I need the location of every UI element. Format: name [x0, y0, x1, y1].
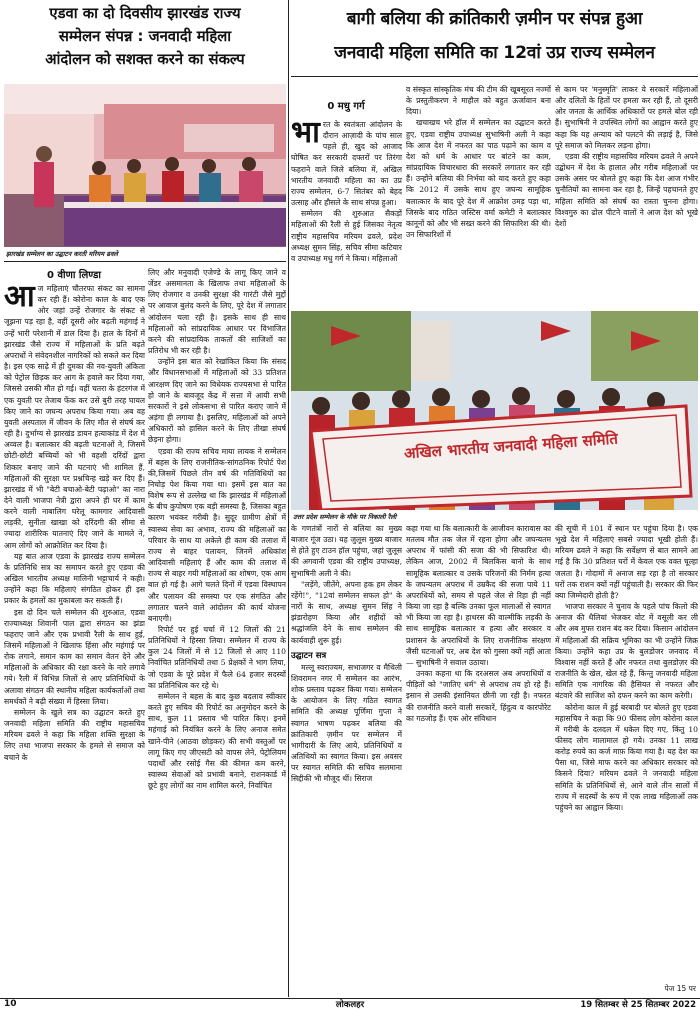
right-headline-line-1: बागी बलिया की क्रांतिकारी ज़मीन पर संपन्न हुआ [346, 9, 643, 29]
rally-banner-text: अखिल भारतीय जनवादी महिला समिति [403, 429, 619, 463]
left-photo-stage [4, 84, 286, 247]
left-photo-caption: झारखंड सम्मेलन का उद्घाटन करती मरियम ढवले [6, 250, 118, 258]
left-col2-para-5: सम्मेलन ने बहस के बाद कुछ बदलाव स्वीकार करते हुए सचिव की रिपोर्ट का अनुमोदन करने के साथ, कुल 11 प्रस्ताव भी पारित किए। इनमें महंगाई को नियंत्रित करने के लिए अनाज समेत खाने-पीने (आठवा छोड़कर) की सभी वस्तुओं पर लागू किए गए जीएसटी को वापस लेने, पेट्रोलियम पदार्थों और रसोई गैस की कीमत कम करने, स्वास्थ्य सेवाओं को प्रभावी बनाने, राशनकार्ड में छूटे हुए लोगों का नाम शामिल करने, निर्वाचित [148, 691, 286, 791]
left-headline-line-2: सम्मेलन संपन्न : जनवादी महिला [58, 28, 232, 45]
right-colF-para-2: भाजपा सरकार ने चुनाव के पहले पांच किलो की अनाज की थैलियां भेजकर वोट में वसूली कर ली और अब मुफ्त राशन बंद कर दिया। किसान आंदोलन में महिलाओं की सक्रिय भूमिका का भी उन्होंने जिक्र किया। उन्होंने कहा उप्र के बुलडोजर जनवाद में विश्वास नहीं करते हैं और नफरत तथा बुलडोज़र की राजनीति के खेल, खेल रहे हैं, किन्तु जनवादी महिला समिति एक नागरिक की हैसियत से नफरत और बंटवारे की साजिश को दफन करने का काम करेगी। [555, 602, 698, 701]
right-column-c [555, 84, 698, 309]
right-colC-para-2: एडवा की राष्ट्रीय महासचिव मरियम ढवले ने अपने उद्बोधन में देश के हालात और गरीब महिलाओं पर उसके असर पर बोलते हुए कहा कि देश आज गंभीर चुनौतियों का सामना कर रहा है, जिन्हें पहचानते हुए महिला समिति को संघर्ष का रास्ता चुनना होगा। विश्वगुरु का ढोल पीटने वालों ने आज देश को भूखे देशों [555, 151, 698, 228]
right-column-b [406, 84, 551, 309]
footer-page-number: 10 [4, 999, 17, 1009]
left-col1-para-1: ज महिलाएं चौतरफा संकट का सामना कर रही हैं। कोरोना काल के बाद एक ओर जहां उन्हें रोजगार के संकट से जूझना पड़ रहा है, वहीं दूसरी ओर बढ़ती महंगाई ने उन्हें भारी परेशानी में डाल दिया है। हाल के दिनों में झारखंड जैसे राज्य में महिलाओं के प्रति बढ़ते अपराधों ने संवेदनशील नागरिकों को सकते कर दिया है। इस एक साढ़े में ही दुमका की नव-युवती अंकिता को पेट्रोल छिड़क कर आग के हवाले कर दिया गया, जिससे उसकी मौत हो गई। वहीं चतरा के हंटरगंज में एक युवती पर तेजाब फेंक कर उसे बुरी तरह घायल किए जाने का जघन्य अपराध किया गया। अब वह युवती अस्पताल में जीवन के लिए मौत से संघर्ष कर रही है। दुर्भाग्य से झारखंड डायन हत्याकांड में देश में अव्वल है। बलात्कार की बढ़ती घटनाओं ने, जिसमें छोटी-छोटी बच्चियों को भी वहशी दरिंदों द्वारा शिकार बनाए जाने की घटनाएं भी शामिल हैं, महिलाओं की सुरक्षा पर प्रश्नचिन्ह खड़े कर दिए हैं। झारखंड में भी "बेटी बचाओ-बेटी पढ़ाओ" का नारा देने वाली भाजपा नेत्री द्वारा अपने ही घर में काम करने वाली नाबालिग घरेलू कामगार आदिवासी लड़की, सुनीता खाखा को दरिंदगी की सीमा से ज्यादा शारीरिक यातनाएं दिए जाने के मामले ने, आम लोगों को आक्रोशित कर दिया है। [4, 284, 145, 550]
rally-scene-graphic [291, 311, 698, 510]
right-subhead-inaugural: उद्घाटन सत्र [291, 650, 327, 661]
stage-scene-graphic [4, 84, 286, 247]
right-colA-para-1: रत के स्वतंत्रता आंदोलन के दौरान आज़ादी के पांच साल पहले ही, खुद को आजाद घोषित कर सरकारी दफ्तरों पर तिरंगा फहराने वाले जिले बलिया में, अखिल भारतीय जनवादी महिला का का उप्र राज्य सम्मेलन, 6-7 सितंबर को बेहद उत्साह और हौसले के साथ संपन्न हुआ। [291, 120, 402, 208]
left-col2-para-1: लिए और मनुवादी एजेण्डे के लागू किए जाने व जेंडर असमानता के खिलाफ तथा महिलाओं के लिए रोजगार व उनकी सुरक्षा की गारंटी जैसे मुद्दों पर आवाज बुलंद करने के लिए, पूरे देश में लगातार आंदोलन चला रही है। इसके साथ ही साथ महिलाओं को सांप्रदायिक आधार पर विभाजित करने की सांप्रदायिक ताकतों की साजिशों का प्रतिरोध भी कर रही है। [148, 268, 286, 356]
left-column-1 [4, 283, 145, 997]
right-colB-para-1: व संस्कृत सांस्कृतिक मंच की टीम की खूबसूरत नज्मों के प्रस्तुतीकरण ने माहौल को बहुत ऊर्जावान बना दिया। [406, 85, 551, 117]
right-colA-para-2: सम्मेलन की शुरुआत सैकड़ों महिलाओं की रैली से हुई जिसका नेतृत्व राष्ट्रीय महासचिव मरियम ढवले, प्रदेश अध्यक्ष सुमन सिंह, सचिव सीमा कटियार व उपाध्यक्ष मधु गर्ग ने किया। महिलाओं [291, 209, 402, 263]
right-photo-rally [291, 311, 698, 510]
right-headline-line-2: जनवादी महिला समिति का 12वां उप्र राज्य सम्मेलन [334, 43, 655, 63]
left-col1-para-2: यह बात आज एडवा के झारखंड राज्य सम्मेलन के प्रतिनिधि सत्र का समापन करते हुए एडवा की अखिल भारतीय अध्यक्ष मालिनी भट्टाचार्य ने कही। उन्होंने कहा कि महिलाएं संगठित होकर ही इस प्रकार के हमलों का मुकाबला कर सकती हैं। [4, 551, 145, 606]
right-colB-para-2: खचाखच भरे हॉल में सम्मेलन का उद्घाटन करते हुए, एडवा राष्ट्रीय उपाध्यक्ष सुभाषिनी अली ने कहा कि आज देश में नफरत का पाठ पढ़ाने का काम व देश को धर्म के आधार पर बांटने का काम, सांप्रदायिक विचारधारा की सरकारें लगातार कर रही हैं। उन्होंने बलिया की निर्भया को याद करते हुए कहा कि 2012 में उसके साथ हुए जघन्य सामूहिक बलात्कार के बाद पूरे देश में आक्रोश उमड़ पड़ा था, जिसके बाद गठित जस्टिस वर्मा कमेटी ने बलात्कार कानूनों को और भी सख्त करने की सिफारिश की थी। उन सिफारिशों में [406, 118, 551, 240]
left-caption-rule [4, 261, 286, 262]
right-colD-para-2: "लड़ेंगे, जीतेंगे, अपना हक हम लेकर रहेंगे!", "12वां सम्मेलन सफल हो" के नारों के साथ, अध्यक्ष सुमन सिंह ने झंडारोहण किया और शहीदों को श्रद्धांजलि देने के साथ सम्मेलन की कार्यवाही शुरू हुई। [291, 579, 402, 645]
right-photo-caption: उत्तर प्रदेश सम्मेलन के मौके पर निकाली रैली [293, 513, 397, 521]
right-headline-rule [291, 76, 698, 77]
right-byline: 0 मधु गर्ग [327, 101, 365, 112]
left-drop-cap: आ [4, 283, 35, 314]
right-colF-para-1: की सूची में 101 वें स्थान पर पहुंचा दिया है। एक भूखे देश में महिलाएं सबसे ज्यादा भूखी होती हैं। मरियम ढवले ने कहा कि सर्वेक्षण से बात सामने आ गई है कि 30 प्रतिशत घरों में केवल एक वक्त चूल्हा जलता है। गोदामों में अनाज सड़ रहा है तो सरकार घरों तक राशन क्यों नहीं पहुंचाती है। सरकार की फिर क्या जिम्मेदारी होती है? [555, 524, 698, 600]
left-col1-para-4: सम्मेलन के खुले सत्र का उद्घाटन करते हुए जनवादी महिला समिति की राष्ट्रीय महासचिव मरियम ढवले ने कहा कि महिला शक्ति सुरक्षा के लिए तथा भाजपा सरकार के हमले से समाज को बचाने के [4, 707, 145, 762]
left-headline-line-3: आंदोलन को सशक्त करने का संकल्प [45, 51, 245, 68]
right-colD-para-1: के गणतंत्रों नारों से बलिया का मुख्य बाजार गूंज उठा। यह जुलूस मुख्य बाजार से होते हुए टाउन हॉल पहुंचा, जहां जुलूस की अगवानी एडवा की राष्ट्रीय उपाध्यक्ष, सुभाषिनी अली ने की। [291, 524, 402, 578]
right-colE-para-1: कहा गया था कि बलात्कारी के आजीवन कारावास का मतलब मौत तक जेल में रहना होगा और जघन्यतम अपराध में फांसी की सजा की भी सिफारिश थी। लेकिन आज, 2002 में बिलकिस बानो के साथ सामूहिक बलात्कार व उसके परिजनों की निर्मम हत्या के जघन्यतम अपराध में उम्रकैद की सजा पाये 11 अपराधियों को, समय से पहले जेल से रिहा ही नहीं किया जा रहा है बल्कि उनका फूल मालाओं से स्वागत भी किया जा रहा है। हाथरस की वाल्मीकि लड़की के साथ सामूहिक बलात्कार व हत्या और सरकार व प्रशासन के अपराधियों के लिए राजनीतिक संरक्षण जैसी घटनाओं पर, अब देश को गुस्सा क्यों नहीं आता— सुभाषिनी ने सवाल उठाया। [406, 524, 551, 667]
right-colD-para-3: मल्लू स्वराज्यम, सभाजगर व मैथिली शिवरामन नगर में सम्मेलन का आरंभ, शोक प्रस्ताव पढ़कर किया गया। सम्मेलन के आयोजन के लिए गठित स्वागत समिति की अध्यक्ष पूर्णिमा गुप्ता ने स्वागत भाषण पढ़कर बलिया की क्रांतिकारी ज़मीन पर सम्मेलन में भागीदारी के लिए आये, प्रतिनिधियों व अतिथियों का स्वागत किया। इस अवसर पर स्वागत समिति की सचिव सलमाना सिद्दीकी भी मौजूद थीं। सिराज [291, 662, 402, 784]
left-col2-para-2: उन्होंने इस बात को रेखांकित किया कि संसद और विधानसभाओं में महिलाओं को 33 प्रतिशत आरक्षण दिए जाने का विधेयक राज्यसभा से पारित हो जाने के बावजूद केंद्र में सत्ता में आयी सभी सरकारों ने इसे लोकसभा से पारित कराए जाने में अड़ंगा ही लगाया है। इसलिए, महिलाओं को अपने अधिकारों को हासिल करने के लिए तीखा संघर्ष छेड़ना होगा। [148, 357, 286, 445]
right-colC-para-1: से काम पर 'मनुस्मृति' लाकर ये सरकारें महिलाओं और दलितों के हितों पर हमला कर रही हैं, तो दूसरी ओर जनता के आर्थिक अधिकारों पर हमले बोल रही हैं। सुभाषिनी ने उपस्थित लोगों का आह्वान करते हुए कहा कि यह अन्याय को पलटने की लड़ाई है, जिसे पूरे समाज को मिलकर लड़ना होगा। [555, 85, 698, 150]
left-byline: 0 वीणा लिण्डा [47, 270, 101, 281]
right-column-e [406, 523, 551, 997]
left-column-2 [148, 267, 286, 997]
right-headline [291, 2, 698, 70]
left-headline-line-1: एडवा का दो दिवसीय झारखंड राज्य [49, 5, 241, 22]
left-col2-para-4: रिपोर्ट पर हुई चर्चा में 12 जिलों की 21 प्रतिनिधियों ने हिस्सा लिया। सम्मेलन में राज्य के कुल 24 जिलों में से 12 जिलों से आए 110 निर्वाचित प्रतिनिधियों तथा 5 प्रेक्षकों ने भाग लिया, जो एडवा के पूरे प्रदेश में फैले 64 हजार सदस्यों का प्रतिनिधित्व कर रहे थे। [148, 625, 286, 690]
left-headline [4, 2, 286, 71]
left-col2-para-3: एडवा की राज्य सचिव माया लायक ने सम्मेलन में बहस के लिए राजनीतिक-सांगठनिक रिपोर्ट पेश की,जिसमें पिछले तीन वर्ष की गतिविधियों का निचोड़ पेश किया गया था। इसमें इस बात का विशेष रूप से उल्लेख था कि झारखंड में महिलाओं के बीच कुपोषण एक बड़ी समस्या है, जिसका बहुत कारण भयंकर गरीबी है। सुदूर ग्रामीण क्षेत्रों में स्वास्थ्य सेवा का अभाव, राज्य की महिलाओं का परिवार के साथ या अकेले ही काम की तलाश में राज्य से बाहर पलायन, जिनमें अधिकांश आदिवासी महिलाएं हैं और काम की तलाश में राज्य से बाहर गयी महिलाओं का शोषण, एक आम बात हो गई है। आगे चलते दिनों में एडवा विस्थापन और पलायन की समस्या पर एक संगठित और लगातार चलने वाले आंदोलन की कार्य योजना बनाएगी। [148, 446, 286, 623]
right-colE-para-2: उनका कहना था कि दरअसल अब अपराधियों व पीड़ितों को "जातिए धर्म" से अपराध तय हो रहे हैं। इसान से उसकी इंसानियत छीनी जा रही है। नफरत की राजनीति करने वाली सरकारें, हिंदुत्व व कारपोरेट का गठजोड़ हैं। एक ओर संविधान [406, 669, 551, 723]
footer-date: 19 सितम्बर से 25 सितम्बर 2022 [580, 1000, 696, 1010]
left-col1-para-3: इस दो दिन चले सम्मेलन की शुरुआत, एडवा राज्याध्यक्ष शिवानी पाल द्वारा संगठन का झंडा फहराए जाने और एक प्रभावी रैली के साथ हुई, जिसमें महिलाओं ने खिलाफ हिंसा और महंगाई पर रोक लगाने, समान काम का समान वेतन देने और महिलाओं के अधिकार की रक्षा करने के नारे लगाये गये। रैली में विभिन्न जिलों से आए प्रतिनिधियों के अलावा संगठन की स्थानीय महिला कार्यकर्ताओं तथा समर्थकों ने बढ़ी संख्या में हिस्सा लिया। [4, 607, 145, 706]
right-colF-para-3: कोरोना काल में हुई बरबादी पर बोलते हुए एडवा महासचिव ने कहा कि 90 फीसद लोग कोरोना काल में गरीबी के दलदल में धकेल दिए गए, किंतु 10 फीसद लोग मालामाल हो गये। उनका 11 लाख करोड़ रुपये का कर्ज माफ़ किया गया है। यह देश का पैसा था, जिसे माफ करने का अधिकार सरकार को किसने दिया? मरियम ढवले ने जनवादी महिला समिति के प्रतिनिधियों से, आने वाले तीन सालों में राज्य में सदस्यों के रूप में एक लाख महिलाओं तक पहुंचने का आह्वान किया। [555, 702, 698, 812]
footer-publication: लोकलहर [335, 1000, 365, 1010]
right-drop-cap: भा [291, 119, 320, 150]
right-column-a [291, 119, 402, 309]
right-column-d [291, 523, 402, 997]
right-column-f [555, 523, 698, 985]
story-divider [288, 0, 289, 997]
continued-note: पेज 15 पर [664, 984, 696, 993]
